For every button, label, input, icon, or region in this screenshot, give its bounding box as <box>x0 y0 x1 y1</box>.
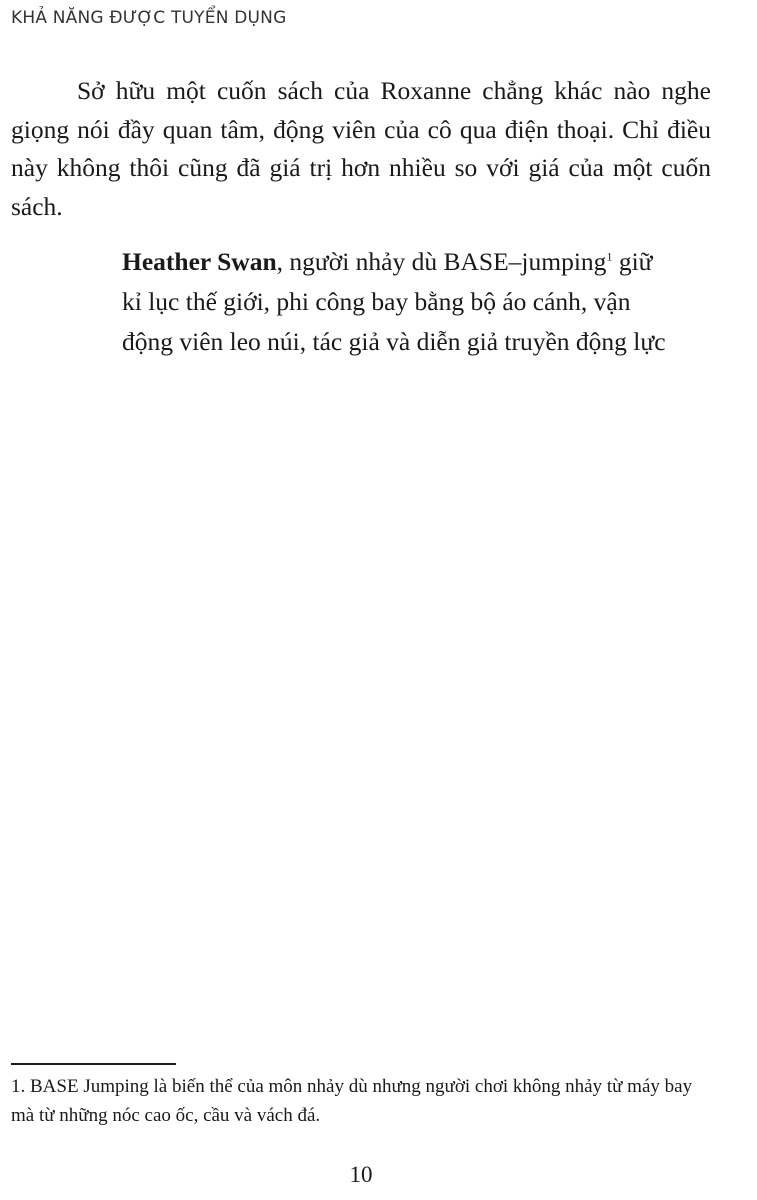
attribution-text-start: , người nhảy dù BASE–jumping <box>276 247 607 276</box>
attribution-line3: động viên leo núi, tác giả và diễn giả truyền động lực <box>122 327 666 356</box>
body-paragraph: Sở hữu một cuốn sách của Roxanne chẳng khác nào nghe giọng nói đầy quan tâm, động viên của cô qua điện thoại. Chỉ điều này không thôi cũng đã giá trị hơn nhiều so với giá của một cuốn sách. <box>11 76 711 221</box>
quote-attribution <box>122 242 692 362</box>
footnote-text: 1. BASE Jumping là biến thể của môn nhảy dù nhưng người chơi không nhảy từ máy bay mà từ những nóc cao ốc, cầu và vách đá. <box>11 1076 693 1126</box>
attribution-line2: kỉ lục thế giới, phi công bay bằng bộ áo cánh, vận <box>122 287 631 316</box>
footnote-reference: 1 <box>606 249 613 264</box>
running-header: KHẢ NĂNG ĐƯỢC TUYỂN DỤNG <box>11 8 287 28</box>
attribution-line1-end: giữ <box>612 247 653 276</box>
attribution-name: Heather Swan <box>122 247 277 276</box>
footnote-divider <box>11 1063 176 1065</box>
page-number: 10 <box>349 1162 373 1187</box>
